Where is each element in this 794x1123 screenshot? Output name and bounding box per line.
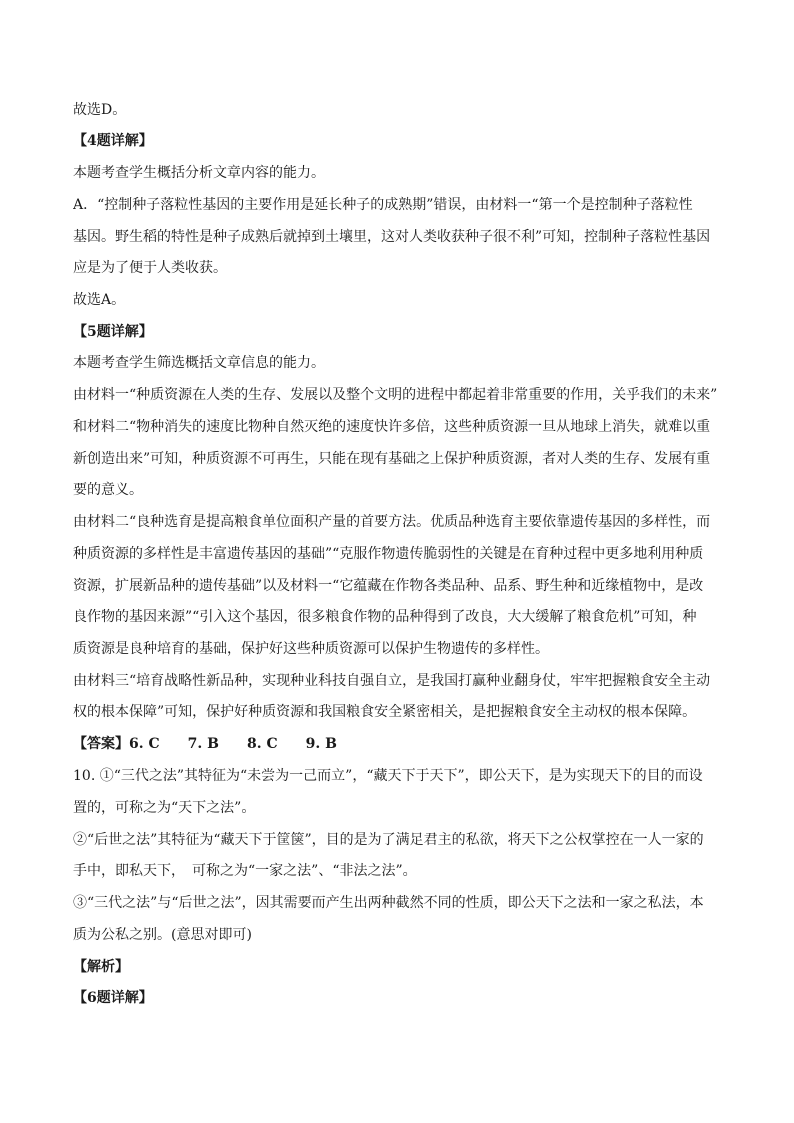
text-line: 要的意义。 [73, 482, 143, 498]
text-line: 由材料二“良种选育是提高粮食单位面积产量的首要方法。优质品种选育主要依靠遗传基因的多样性，而 [73, 514, 711, 530]
text-line: 本题考查学生筛选概括文章信息的能力。 [73, 355, 325, 371]
section-heading: 【4题详解】 [73, 133, 153, 149]
text-line: 应是为了便于人类收获。 [73, 260, 227, 276]
text-line: 和材料二“物种消失的速度比物种自然灭绝的速度快许多倍，这些种质资源一旦从地球上消失，就难以重 [73, 419, 711, 435]
text-line: 置的，可称之为“天下之法”。 [73, 800, 256, 816]
text-line: 权的根本保障”可知，保护好种质资源和我国粮食安全紧密相关，是把握粮食安全主动权的根本保障。 [73, 704, 697, 720]
text-line: ③“三代之法”与“后世之法”，因其需要而产生出两种截然不同的性质，即公天下之法和一家之私法，本 [73, 895, 704, 911]
text-line: 新创造出来”可知，种质资源不可再生，只能在现有基础之上保护种质资源，者对人类的生存、发展有重 [73, 451, 711, 467]
text-line: 故选A。 [73, 292, 126, 308]
text-line: A．“控制种子落粒性基因的主要作用是延长种子的成熟期”错误，由材料一“第一个是控制种子落粒性 [73, 197, 693, 213]
text-line: 良作物的基因来源”“引入这个基因，很多粮食作物的品种得到了改良，大大缓解了粮食危机”可知，种 [73, 609, 697, 625]
text-line: 由材料三“培育战略性新品种，实现种业科技自强自立，是我国打赢种业翻身仗，牢牢把握粮食安全主动 [73, 673, 711, 689]
text-line: 质资源是良种培育的基础，保护好这些种质资源可以保护生物遗传的多样性。 [73, 641, 549, 657]
text-line: 基因。野生稻的特性是种子成熟后就掉到土壤里，这对人类收获种子很不利”可知，控制种子落粒性基因 [73, 229, 711, 245]
section-heading: 【6题详解】 [73, 990, 153, 1006]
answer-line: 【答案】6. C 7. B 8. C 9. B [73, 736, 337, 752]
text-line: 种质资源的多样性是丰富遗传基因的基础”“克服作物遗传脆弱性的关键是在育种过程中更多地利用种质 [73, 546, 704, 562]
text-line: ②“后世之法”其特征为“藏天下于筐箧”，目的是为了满足君主的私欲，将天下之公权掌控在一人一家的 [73, 832, 704, 848]
text-line: 手中，即私天下， 可称之为“一家之法”、“非法之法”。 [73, 863, 417, 879]
text-line: 故选D。 [73, 102, 127, 118]
section-heading: 【5题详解】 [73, 324, 153, 340]
text-line: 本题考查学生概括分析文章内容的能力。 [73, 165, 325, 181]
section-heading: 【解析】 [73, 959, 129, 975]
text-line: 资源，扩展新品种的遗传基础”以及材料一“它蕴藏在作物各类品种、品系、野生种和近缘植物中，是改 [73, 578, 704, 594]
text-line: 质为公私之别。(意思对即可) [73, 927, 252, 943]
text-line: 10. ①“三代之法”其特征为“未尝为一己而立”，“藏天下于天下”，即公天下，是为实现天下的目的而设 [73, 768, 703, 784]
text-line: 由材料一“种质资源在人类的生存、发展以及整个文明的进程中都起着非常重要的作用，关乎我们的未来” [73, 387, 718, 403]
